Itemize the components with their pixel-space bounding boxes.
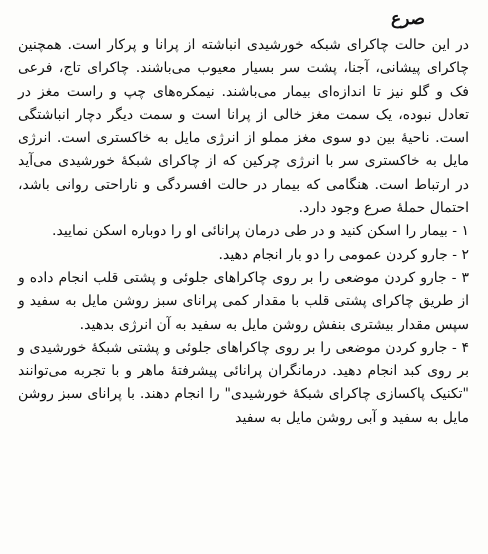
paragraph-step-2: ۲ - جارو کردن عمومی را دو بار انجام دهید. (218, 246, 469, 263)
paragraph-intro: در این حالت چاکرای شبکه خورشیدی انباشته از پرانا و پرکار است. همچنین چاکرای پیشانی، آجنا، پشت سر بسیار معیوب می‌باشند. چاکرای تاج، فرعی فک و گلو نیز تا اندازه‌ای بیمار می‌باشند. نیمکره‌های چپ و راست مغز در تعادل نبوده، یک سمت مغز خالی از پرانا است و سمت دیگر دچار انباشتگی است. ناحیهٔ بین دو سوی مغز مملو از انرژی مایل به خاکستری است. انرژی مایل به خاکستری سر با انرژی چرکین که از چاکرای شبکهٔ خورشیدی می‌آید در ارتباط است. هنگامی که بیمار در حالت افسردگی و ناراحتی روانی باشد، احتمال حملهٔ صرع وجود دارد. (18, 37, 469, 217)
document-content (18, 4, 469, 430)
paragraph-step-4: ۴ - جارو کردن موضعی را بر روی چاکراهای جلوئی و پشتی شبکهٔ خورشیدی و بر روی کبد انجام دهید. درمانگران پرانائی پیشرفتهٔ ماهر و با تجربه می‌توانند "تکنیک پاکسازی چاکرای شبکهٔ خورشیدی" را انجام دهند. با پرانای سبز روشن مایل به سفید و آبی روشن مایل به سفید (18, 339, 469, 426)
paragraph-step-1: ۱ - بیمار را اسکن کنید و در طی درمان پرانائی او را دوباره اسکن نمایید. (52, 223, 469, 240)
paragraph-step-3: ۳ - جارو کردن موضعی را بر روی چاکراهای جلوئی و پشتی قلب انجام داده و از طریق چاکرای پشتی قلب با مقدار کمی پرانای سبز روشن مایل به سفید و سپس مقدار بیشتری بنفش روشن مایل به سفید به آن انرژی بدهید. (18, 269, 469, 333)
section-heading: صرع (391, 9, 425, 29)
